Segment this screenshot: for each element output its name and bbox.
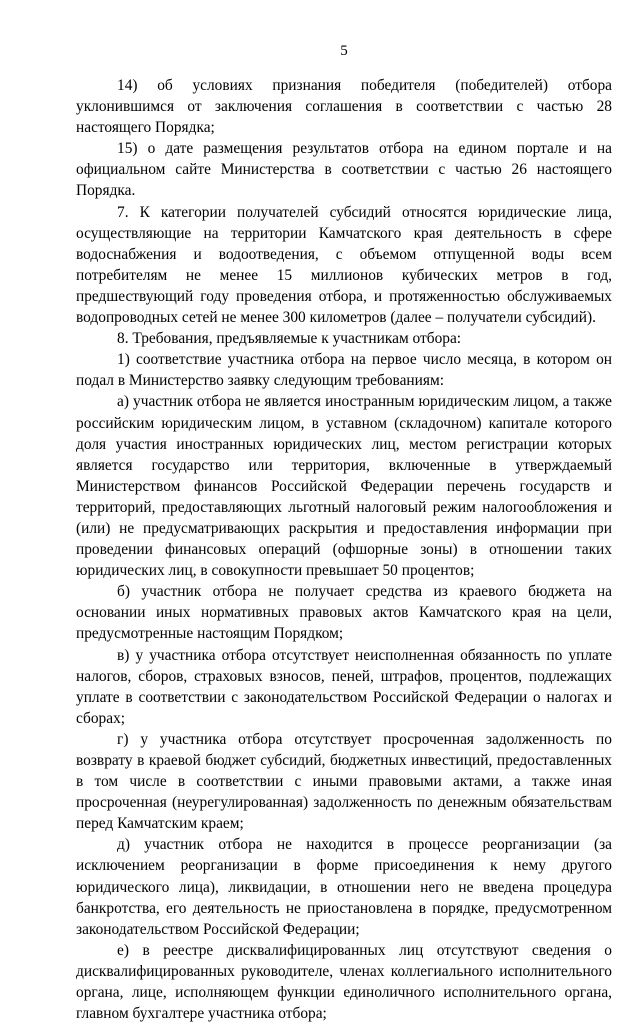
paragraph-subitem-b: б) участник отбора не получает средства из краевого бюджета на основании иных нормативных правовых актов Камчатского края на цели, предусмотренные настоящим Порядком; — [76, 583, 612, 643]
paragraph-item-15: 15) о дате размещения результатов отбора на едином портале и на официальном сайте Министерства в соответствии с частью 26 настоящего Порядка. — [76, 140, 612, 200]
paragraph-subitem-a: а) участник отбора не является иностранным юридическим лицом, а также российским юридическим лицом, в уставном (складочном) капитале которого доля участия иностранных юридических лиц, местом регистрации которых является государство или территория, включенные в утверждаемый Министерством финансов Российской Федерации перечень государств и территорий, предоставляющих льготный налоговый режим налогообложения и (или) не предусматривающих раскрытия и предоставления информации при проведении финансовых операций (офшорные зоны) в отношении таких юридических лиц, в совокупности превышает 50 процентов; — [76, 393, 612, 580]
paragraph-subitem-d: д) участник отбора не находится в процессе реорганизации (за исключением реорганизации в форме присоединения к нему другого юридического лица), ликвидации, в отношении него не введена процедура банкротства, его деятельность не приостановлена в порядке, предусмотренном законодательством Российской Федерации; — [76, 836, 612, 938]
page-number: 5 — [340, 43, 348, 59]
paragraph-section-8: 8. Требования, предъявляемые к участникам отбора: — [117, 330, 462, 348]
paragraph-subitem-v: в) у участника отбора отсутствует неисполненная обязанность по уплате налогов, сборов, страховых взносов, пеней, штрафов, процентов, подлежащих уплате в соответствии с законодательством Российской Федерации о налогах и сборах; — [76, 646, 612, 727]
paragraph-requirement-1: 1) соответствие участника отбора на первое число месяца, в котором он подал в Министерство заявку следующим требованиям: — [76, 351, 612, 390]
paragraph-subitem-e: е) в реестре дисквалифицированных лиц отсутствуют сведения о дисквалифицированных руководителе, членах коллегиального исполнительного органа, лице, исполняющем функции единоличного исполнительного органа, главном бухгалтере участника отбора; — [76, 941, 612, 1023]
paragraph-subitem-g: г) у участника отбора отсутствует просроченная задолженность по возврату в краевой бюджет субсидий, бюджетных инвестиций, предоставленных в том числе в соответствии с иными правовыми актами, а также иная просроченная (неурегулированная) задолженность по денежным обязательствам перед Камчатским краем; — [76, 730, 612, 833]
paragraph-item-14: 14) об условиях признания победителя (победителей) отбора уклонившимся от заключения соглашения в соответствии с частью 28 настоящего Порядка; — [76, 77, 612, 137]
paragraph-section-7: 7. К категории получателей субсидий относятся юридические лица, осуществляющие на территории Камчатского края деятельность в сфере водоснабжения и водоотведения, с объемом отпущенной воды всем потребителям не менее 15 миллионов кубических метров в год, предшествующий году проведения отбора, и протяженностью обслуживаемых водопроводных сетей не менее 300 километров (далее – получатели субсидий). — [76, 203, 612, 327]
